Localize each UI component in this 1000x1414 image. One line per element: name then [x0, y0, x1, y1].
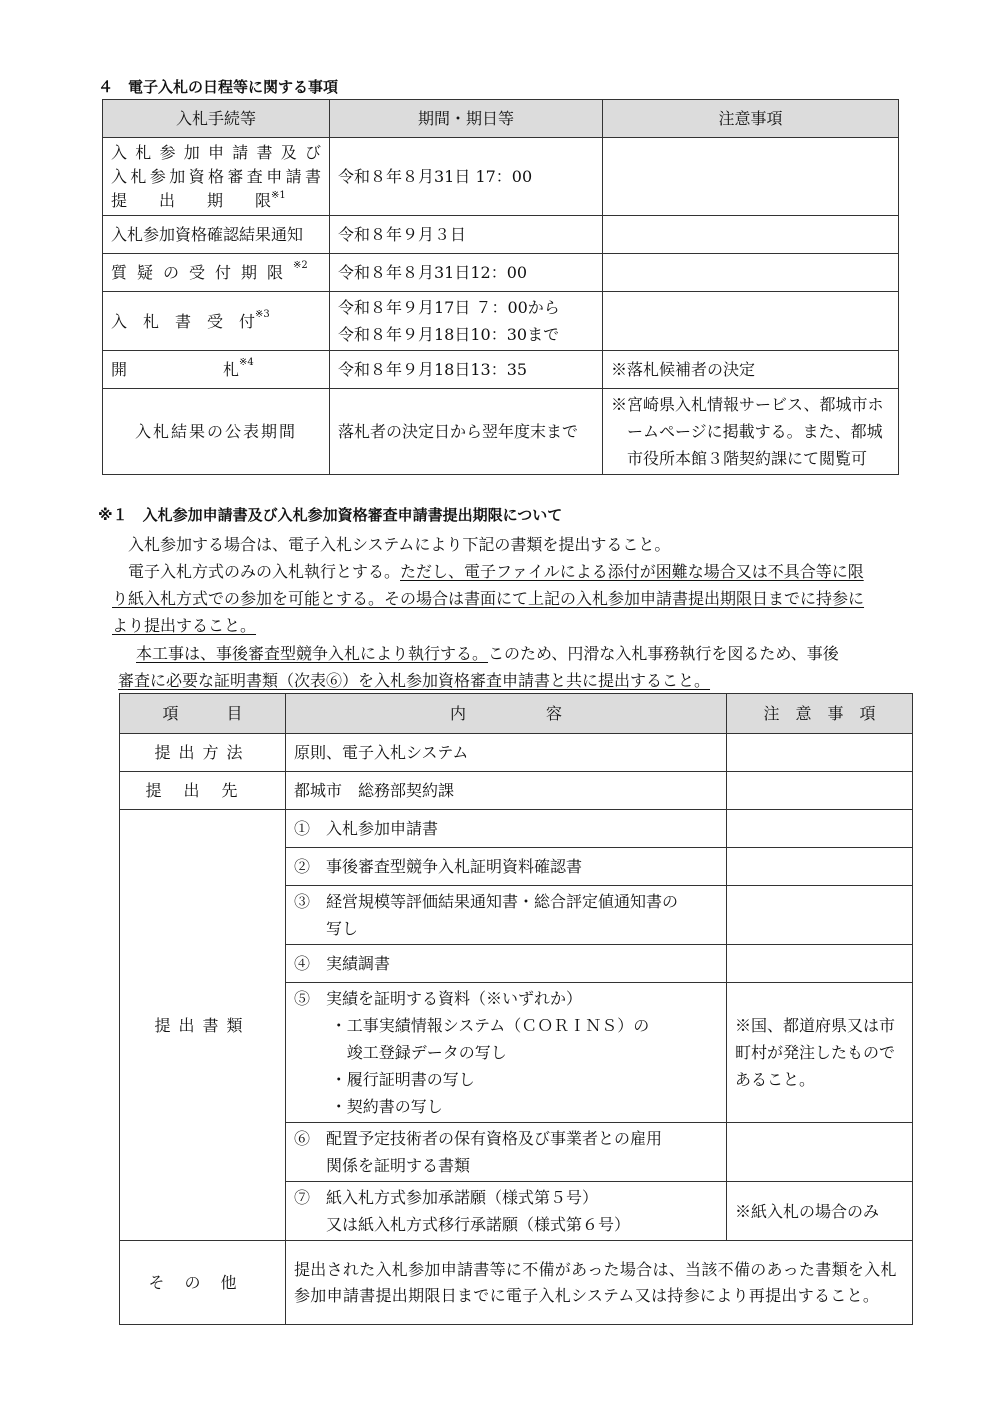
note1-title: ※１ 入札参加申請書及び入札参加資格審査申請書提出期限について [98, 506, 563, 524]
schedule-note-bid-receipt [603, 292, 899, 351]
note1-paragraph-1: 入札参加する場合は、電子入札システムにより下記の書類を提出すること。 [128, 535, 671, 554]
schedule-note-opening: ※落札候補者の決定 [603, 351, 899, 389]
schedule-period-publication: 落札者の決定日から翌年度末まで [330, 389, 603, 475]
documents-header-item: 項 目 [120, 694, 286, 734]
note1-paragraph-3-line-1: 本工事は、事後審査型競争入札により執行する。このため、円滑な入札事務執行を図るため、事後 [136, 644, 839, 663]
schedule-period-bid-receipt: 令和８年９月17日 ７：00から 令和８年９月18日10：30まで [330, 292, 603, 351]
destination-note [727, 772, 913, 810]
document-item-4: ④ 実績調書 [286, 945, 727, 983]
schedule-note-question [603, 254, 899, 292]
note1-paragraph-2-line-2: り紙入札方式での参加を可能とする。その場合は書面にて上記の入札参加申請書提出期限日までに持参に [112, 589, 865, 608]
schedule-label-bid-receipt: 入 札 書 受 付$^{※3}$ [103, 292, 330, 351]
document-item-7: ⑦ 紙入札方式参加承諾願（様式第５号） 又は紙入札方式移行承諾願（様式第６号） [286, 1182, 727, 1241]
other-label: その他 [120, 1241, 286, 1325]
document-note-7: ※紙入札の場合のみ [727, 1182, 913, 1241]
schedule-header-notes: 注意事項 [603, 100, 899, 138]
method-label: 提出方法 [120, 734, 286, 772]
schedule-period-deadline: 令和８年８月31日 17：00 [330, 138, 603, 216]
document-note-4 [727, 945, 913, 983]
schedule-note-result-notice [603, 216, 899, 254]
note1-paragraph-3-line-2: 審査に必要な証明書類（次表⑥）を入札参加資格審査申請書と共に提出すること。 [118, 671, 711, 690]
schedule-label-publication: 入札結果の公表期間 [103, 389, 330, 475]
section4-title: ４ 電子入札の日程等に関する事項 [98, 78, 339, 96]
note1-paragraph-2-line-3: より提出すること。 [112, 616, 257, 635]
schedule-label-opening: 開 札$^{※4}$ [103, 351, 330, 389]
document-item-6: ⑥ 配置予定技術者の保有資格及び事業者との雇用 関係を証明する書類 [286, 1123, 727, 1182]
document-item-5: ⑤ 実績を証明する資料（※いずれか） ・工事実績情報システム（ＣＯＲＩＮＳ）の 竣工登録データの写し ・履行証明書の写し ・契約書の写し [286, 983, 727, 1123]
document-note-6 [727, 1123, 913, 1182]
document-note-5: ※国、都道府県又は市 町村が発注したもので あること。 [727, 983, 913, 1123]
schedule-note-deadline [603, 138, 899, 216]
destination-value: 都城市 総務部契約課 [286, 772, 727, 810]
method-value: 原則、電子入札システム [286, 734, 727, 772]
schedule-header-period: 期間・期日等 [330, 100, 603, 138]
documents-header-content: 内 容 [286, 694, 727, 734]
documents-label: 提出書類 [120, 810, 286, 1241]
destination-label: 提出先 [120, 772, 286, 810]
documents-table [119, 693, 913, 1325]
schedule-period-result-notice: 令和８年９月３日 [330, 216, 603, 254]
schedule-header-procedure: 入札手続等 [103, 100, 330, 138]
document-note-2 [727, 848, 913, 886]
schedule-label-result-notice: 入札参加資格確認結果通知 [103, 216, 330, 254]
document-item-2: ② 事後審査型競争入札証明資料確認書 [286, 848, 727, 886]
schedule-label-deadline: 入札参加申請書及び 入札参加資格審査申請書 提 出 期 限$^{※1}$ [103, 138, 330, 216]
schedule-period-question: 令和８年８月31日12：00 [330, 254, 603, 292]
schedule-period-opening: 令和８年９月18日13：35 [330, 351, 603, 389]
method-note [727, 734, 913, 772]
note1-paragraph-2-line-1: 電子入札方式のみの入札執行とする。ただし、電子ファイルによる添付が困難な場合又は不具合等に限 [128, 562, 864, 581]
schedule-table [102, 99, 899, 475]
other-text: 提出された入札参加申請書等に不備があった場合は、当該不備のあった書類を入札参加申請書提出期限日までに電子入札システム又は持参により再提出すること。 [286, 1241, 913, 1325]
document-item-1: ① 入札参加申請書 [286, 810, 727, 848]
schedule-label-question: 質疑の受付期限$^{※2}$ [103, 254, 330, 292]
schedule-note-publication: ※宮崎県入札情報サービス、都城市ホ ームページに掲載する。また、都城 市役所本館３階契約課にて閲覧可 [603, 389, 899, 475]
document-note-1 [727, 810, 913, 848]
document-note-3 [727, 886, 913, 945]
document-item-3: ③ 経営規模等評価結果通知書・総合評定値通知書の 写し [286, 886, 727, 945]
documents-header-notes: 注 意 事 項 [727, 694, 913, 734]
